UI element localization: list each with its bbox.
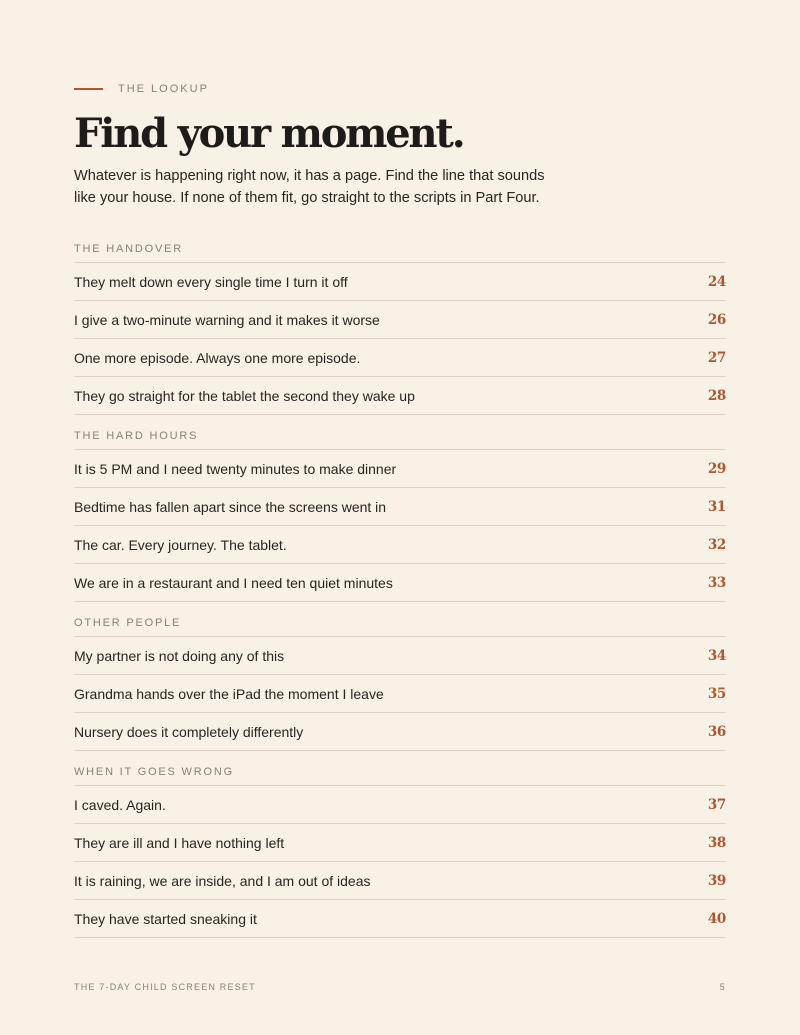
entry-text: They go straight for the tablet the second they wake up: [74, 387, 415, 404]
lookup-entry[interactable]: [74, 564, 726, 602]
lookup-entry[interactable]: [74, 713, 726, 751]
section-heading: THE HARD HOURS: [74, 425, 726, 450]
entry-page-number: 34: [707, 647, 726, 664]
eyebrow-label: THE LOOKUP: [118, 83, 209, 95]
lookup-entry[interactable]: [74, 339, 726, 377]
lookup-entry[interactable]: [74, 900, 726, 938]
entry-text: One more episode. Always one more episode.: [74, 349, 361, 366]
entry-page-number: 28: [707, 387, 726, 404]
entry-page-number: 40: [707, 910, 726, 927]
section-heading: WHEN IT GOES WRONG: [74, 761, 726, 786]
entry-page-number: 35: [707, 685, 726, 702]
entry-text: Grandma hands over the iPad the moment I leave: [74, 685, 384, 702]
entry-page-number: 37: [707, 796, 726, 813]
page-footer: [74, 982, 726, 992]
entry-text: It is 5 PM and I need twenty minutes to make dinner: [74, 460, 397, 477]
lookup-entry[interactable]: [74, 637, 726, 675]
entry-text: We are in a restaurant and I need ten quiet minutes: [74, 574, 393, 591]
entry-page-number: 26: [707, 311, 726, 328]
entry-page-number: 24: [707, 273, 726, 290]
entry-text: I caved. Again.: [74, 796, 166, 813]
eyebrow: [74, 82, 209, 96]
section-when-it-goes-wrong: [74, 761, 726, 938]
entry-page-number: 39: [707, 872, 726, 889]
lookup-entry[interactable]: [74, 488, 726, 526]
lookup-entry[interactable]: [74, 263, 726, 301]
lookup-entry[interactable]: [74, 824, 726, 862]
entry-text: I give a two-minute warning and it makes it worse: [74, 311, 380, 328]
entry-page-number: 32: [707, 536, 726, 553]
entry-text: They melt down every single time I turn it off: [74, 273, 348, 290]
page-title: Find your moment.: [74, 110, 464, 157]
entry-page-number: 36: [707, 723, 726, 740]
entry-text: The car. Every journey. The tablet.: [74, 536, 287, 553]
section-other-people: [74, 612, 726, 751]
entry-page-number: 27: [707, 349, 726, 366]
lookup-entry[interactable]: [74, 675, 726, 713]
lookup-entry[interactable]: [74, 377, 726, 415]
lookup-entry[interactable]: [74, 301, 726, 339]
entry-text: They are ill and I have nothing left: [74, 834, 285, 851]
eyebrow-rule: [74, 88, 103, 90]
entry-text: My partner is not doing any of this: [74, 647, 285, 664]
section-heading: OTHER PEOPLE: [74, 612, 726, 637]
lookup-entry[interactable]: [74, 450, 726, 488]
section-the-hard-hours: [74, 425, 726, 602]
intro-paragraph: Whatever is happening right now, it has a page. Find the line that sounds like your house. If none of them fit, go straight to the scripts in Part Four.: [74, 168, 545, 206]
entry-page-number: 29: [707, 460, 726, 477]
lookup-entry[interactable]: [74, 786, 726, 824]
footer-page-number: 5: [719, 982, 726, 992]
entry-page-number: 31: [707, 498, 726, 515]
entry-page-number: 33: [707, 574, 726, 591]
entry-text: Nursery does it completely differently: [74, 723, 304, 740]
footer-book-title: THE 7-DAY CHILD SCREEN RESET: [74, 982, 256, 992]
lookup-entry[interactable]: [74, 862, 726, 900]
section-heading: THE HANDOVER: [74, 238, 726, 263]
entry-text: It is raining, we are inside, and I am out of ideas: [74, 872, 371, 889]
lookup-entry[interactable]: [74, 526, 726, 564]
entry-text: They have started sneaking it: [74, 910, 257, 927]
entry-text: Bedtime has fallen apart since the screens went in: [74, 498, 387, 515]
section-the-handover: [74, 238, 726, 415]
lookup-sections: [74, 238, 726, 948]
entry-page-number: 38: [707, 834, 726, 851]
